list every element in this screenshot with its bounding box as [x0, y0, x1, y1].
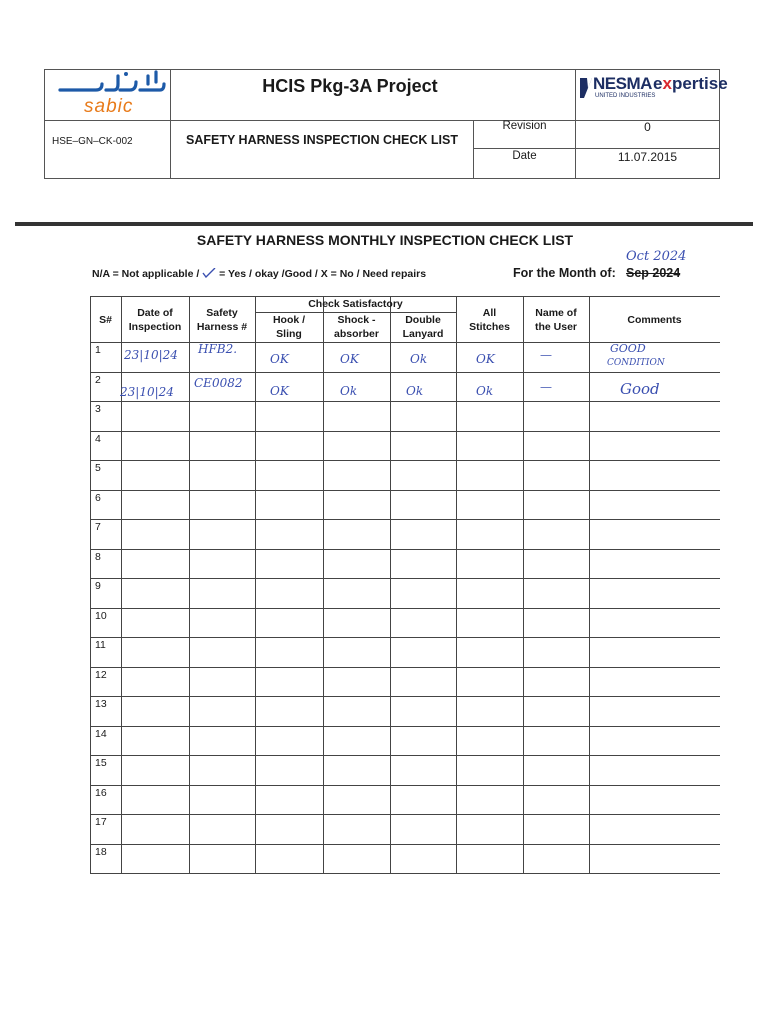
nesma-logo-subtitle: UNITED INDUSTRIES — [595, 93, 656, 99]
header-check-satisfactory: Check Satisfactory — [308, 298, 403, 310]
row-number: 5 — [95, 462, 101, 474]
nesma-logo-icon — [578, 76, 594, 100]
header-comments: Comments — [627, 314, 682, 326]
row-number: 11 — [95, 639, 106, 651]
row1-date: 23|10|24 — [124, 348, 178, 362]
header-lanyard: Double Lanyard — [402, 314, 444, 340]
document-title: SAFETY HARNESS INSPECTION CHECK LIST — [185, 133, 459, 147]
month-handwritten: Oct 2024 — [626, 249, 687, 264]
row-number: 15 — [95, 757, 107, 769]
date-label: Date — [512, 150, 537, 162]
row-number: 4 — [95, 432, 101, 445]
row2-harness: CE0082 — [194, 376, 243, 390]
row-number: 10 — [95, 609, 107, 622]
row-number: 17 — [95, 816, 107, 828]
row1-comment-line1: GOOD — [610, 342, 646, 355]
sabic-logo-text: sabic — [84, 96, 134, 117]
row1-hook: OK — [270, 352, 289, 366]
row2-lanyard: Ok — [406, 384, 424, 398]
legend-na: N/A = Not applicable / — [92, 268, 203, 280]
row-number: 3 — [95, 403, 101, 415]
header-user: Name of the User — [534, 307, 577, 333]
row1-shock: OK — [340, 352, 359, 366]
row-number: 14 — [95, 727, 107, 740]
header-shock: Shock - absorber — [334, 314, 379, 340]
row-number: 6 — [95, 491, 101, 504]
header-stitches: All Stitches — [469, 307, 510, 333]
month-label: For the Month of: — [513, 266, 616, 280]
revision-value: 0 — [644, 120, 651, 134]
row-number: 7 — [95, 521, 101, 533]
legend — [92, 268, 426, 280]
row-number: 13 — [95, 698, 107, 710]
row-number: 18 — [95, 845, 107, 858]
row-number: 8 — [95, 550, 101, 563]
row1-lanyard: Ok — [410, 352, 428, 366]
header-date: Date of Inspection — [128, 307, 182, 333]
inspection-table — [90, 296, 720, 874]
date-value: 11.07.2015 — [617, 150, 678, 164]
row2-user: — — [540, 380, 552, 394]
row-number: 2 — [95, 373, 101, 386]
revision-label: Revision — [502, 120, 547, 132]
row-number: 1 — [95, 344, 101, 356]
row-number: 12 — [95, 668, 107, 681]
checkmark-icon — [202, 268, 216, 278]
row2-comment: Good — [620, 380, 660, 398]
row1-user: — — [540, 348, 552, 362]
sabic-logo-icon — [56, 70, 166, 96]
row2-date: 23|10|24 — [120, 385, 174, 399]
legend-yes-no: = Yes / okay /Good / X = No / Need repairs — [219, 268, 427, 280]
project-title: HCIS Pkg-3A Project — [262, 76, 438, 96]
section-divider — [15, 222, 753, 226]
header-harness: Safety Harness # — [196, 307, 248, 333]
header-sn: S# — [99, 314, 112, 326]
row-number: 16 — [95, 786, 107, 799]
row1-comment-line2: CONDITION — [607, 358, 665, 368]
row2-shock: Ok — [340, 384, 358, 398]
header-hook: Hook / Sling — [272, 314, 306, 340]
nesma-logo-text: NESMA — [593, 74, 652, 93]
month-printed: Sep 2024 — [626, 266, 681, 280]
row-number: 9 — [95, 580, 101, 592]
row2-stitches: Ok — [476, 384, 494, 398]
document-code: HSE–GN–CK-002 — [52, 136, 133, 147]
row2-hook: OK — [270, 384, 289, 398]
row1-stitches: OK — [476, 352, 495, 366]
expertise-logo-text: expertise — [653, 74, 728, 93]
form-title: SAFETY HARNESS MONTHLY INSPECTION CHECK LIST — [196, 232, 574, 248]
row1-harness: HFB2. — [198, 342, 238, 356]
